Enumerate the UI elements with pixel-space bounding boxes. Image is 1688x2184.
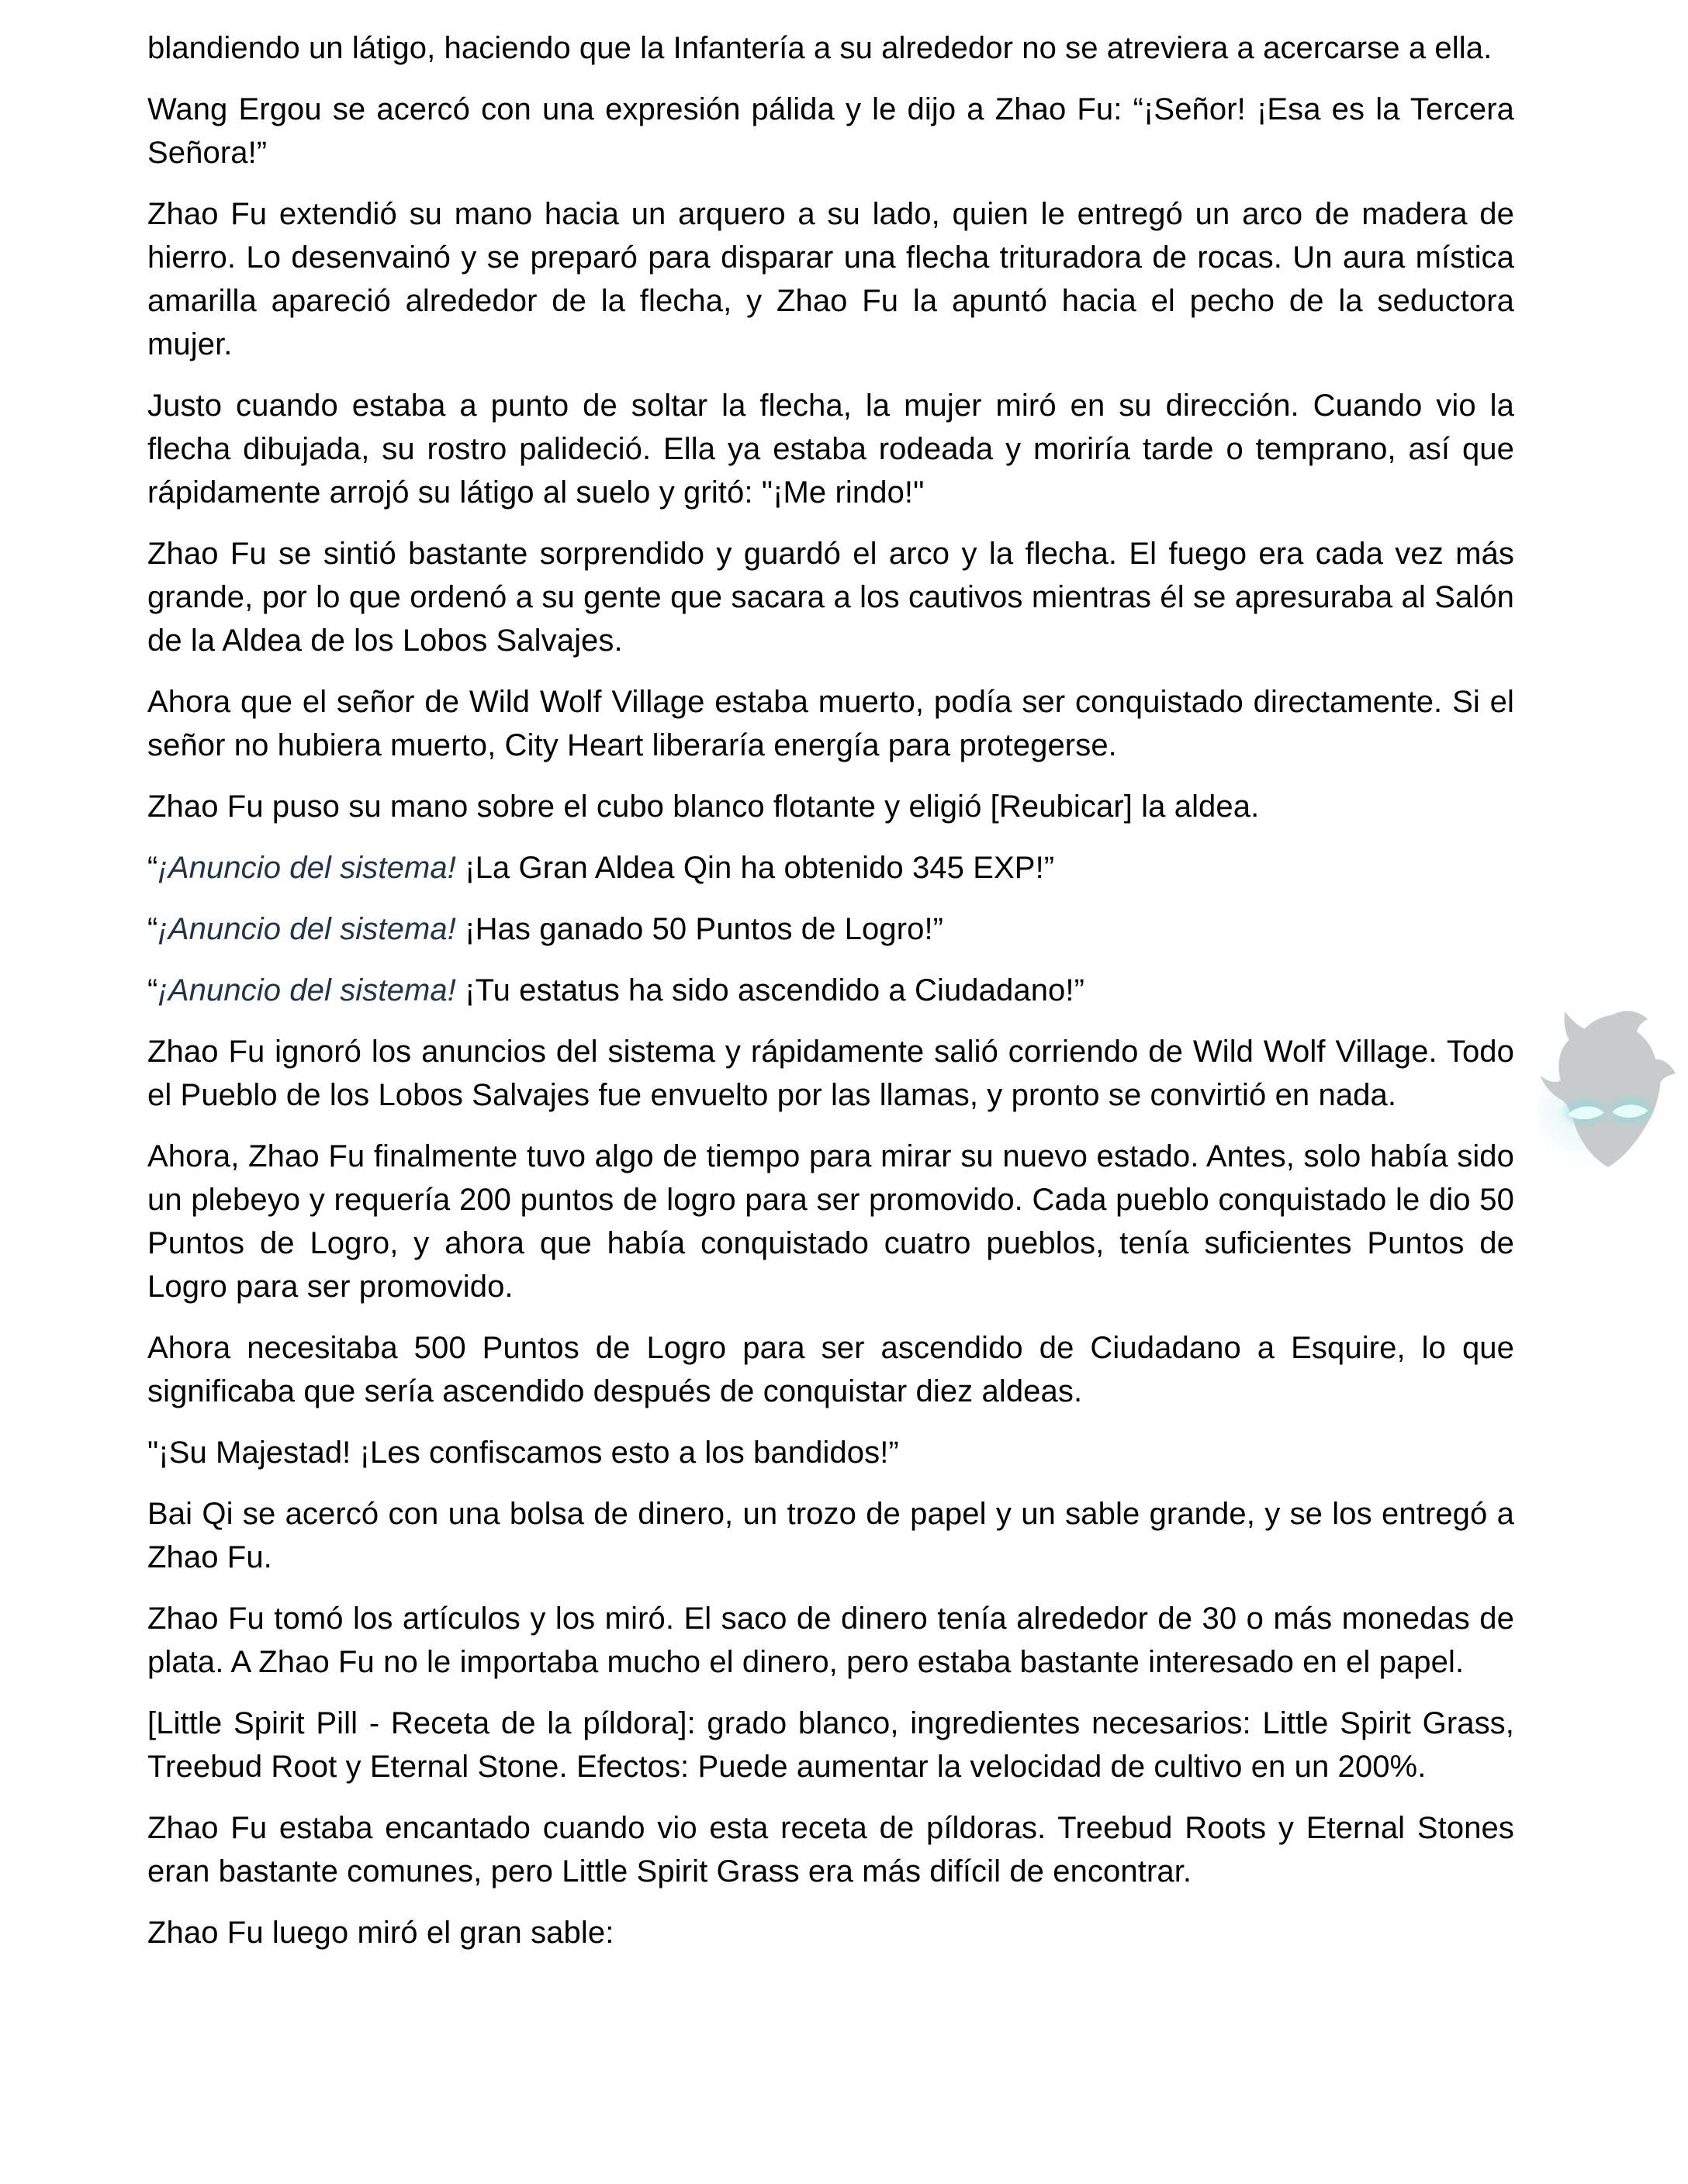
demon-head-watermark-icon — [1538, 1005, 1678, 1173]
system-announcement-label: ¡Anuncio del sistema! — [157, 973, 456, 1007]
paragraph: Zhao Fu extendió su mano hacia un arquero a su lado, quien le entregó un arco de madera de hierro. Lo desenvainó y se preparó para disparar una flecha trituradora de rocas. Un aura mística amarilla apareció alrededor de la flecha, y Zhao Fu la apuntó hacia el pecho de la seductora mujer. — [147, 197, 1514, 361]
paragraph: blandiendo un látigo, haciendo que la Infantería a su alrededor no se atreviera a acercarse a ella. — [147, 31, 1493, 65]
document-body — [147, 26, 1514, 1954]
system-announcement-label: ¡Anuncio del sistema! — [157, 851, 456, 885]
paragraph: Zhao Fu estaba encantado cuando vio esta receta de píldoras. Treebud Roots y Eternal Stones eran bastante comunes, pero Little Spirit Grass era más difícil de encontrar. — [147, 1811, 1514, 1889]
system-announcement-text: ¡Has ganado 50 Puntos de Logro!” — [455, 912, 944, 946]
system-announcement-label: ¡Anuncio del sistema! — [157, 912, 456, 946]
system-announcement-paragraph — [147, 969, 1514, 1012]
system-announcement-text: ¡Tu estatus ha sido ascendido a Ciudadano!” — [455, 973, 1085, 1007]
paragraph: "¡Su Majestad! ¡Les confiscamos esto a los bandidos!” — [147, 1436, 899, 1470]
open-quote: “ — [147, 973, 158, 1007]
paragraph: Wang Ergou se acercó con una expresión pálida y le dijo a Zhao Fu: “¡Señor! ¡Esa es la Tercera Señora!” — [147, 92, 1514, 170]
paragraph: Bai Qi se acercó con una bolsa de dinero, un trozo de papel y un sable grande, y se los entregó a Zhao Fu. — [147, 1497, 1514, 1574]
paragraph: [Little Spirit Pill - Receta de la píldora]: grado blanco, ingredientes necesarios: Little Spirit Grass, Treebud Root y Eternal Stone. Efectos: Puede aumentar la velocidad de cultivo en un 200%. — [147, 1706, 1514, 1784]
system-announcement-paragraph — [147, 846, 1514, 890]
open-quote: “ — [147, 851, 158, 885]
paragraph: Zhao Fu puso su mano sobre el cubo blanco flotante y eligió [Reubicar] la aldea. — [147, 790, 1260, 824]
paragraph: Ahora, Zhao Fu finalmente tuvo algo de tiempo para mirar su nuevo estado. Antes, solo había sido un plebeyo y requería 200 puntos de logro para ser promovido. Cada pueblo conquistado le dio 50 Puntos de Logro, y ahora que había conquistado cuatro pueblos, tenía suficientes Puntos de Logro para ser promovido. — [147, 1139, 1514, 1304]
paragraph: Zhao Fu ignoró los anuncios del sistema y rápidamente salió corriendo de Wild Wolf Village. Todo el Pueblo de los Lobos Salvajes fue envuelto por las llamas, y pronto se convirtió en nada. — [147, 1035, 1514, 1112]
paragraph: Justo cuando estaba a punto de soltar la flecha, la mujer miró en su dirección. Cuando vio la flecha dibujada, su rostro palideció. Ella ya estaba rodeada y moriría tarde o temprano, así que rápidamente arrojó su látigo al suelo y gritó: "¡Me rindo!" — [147, 389, 1514, 510]
paragraph: Ahora que el señor de Wild Wolf Village estaba muerto, podía ser conquistado directamente. Si el señor no hubiera muerto, City Heart liberaría energía para protegerse. — [147, 685, 1514, 762]
open-quote: “ — [147, 912, 158, 946]
paragraph: Zhao Fu tomó los artículos y los miró. El saco de dinero tenía alrededor de 30 o más monedas de plata. A Zhao Fu no le importaba mucho el dinero, pero estaba bastante interesado en el papel. — [147, 1602, 1514, 1679]
paragraph: Ahora necesitaba 500 Puntos de Logro para ser ascendido de Ciudadano a Esquire, lo que significaba que sería ascendido después de conquistar diez aldeas. — [147, 1331, 1514, 1408]
paragraph: Zhao Fu se sintió bastante sorprendido y guardó el arco y la flecha. El fuego era cada vez más grande, por lo que ordenó a su gente que sacara a los cautivos mientras él se apresuraba al Salón de la Aldea de los Lobos Salvajes. — [147, 537, 1514, 658]
system-announcement-paragraph — [147, 907, 1514, 951]
paragraph: Zhao Fu luego miró el gran sable: — [147, 1916, 614, 1950]
system-announcement-text: ¡La Gran Aldea Qin ha obtenido 345 EXP!” — [455, 851, 1055, 885]
